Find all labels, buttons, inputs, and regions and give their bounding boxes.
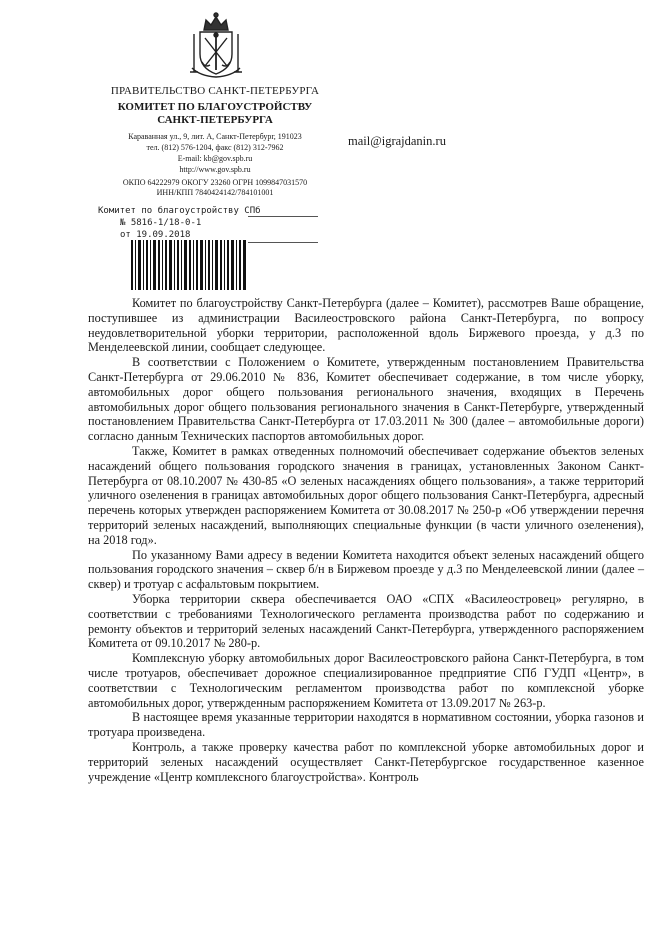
stamp-date: от 19.09.2018 bbox=[120, 230, 191, 240]
paragraph: Комитет по благоустройству Санкт-Петербурга (далее – Комитет), рассмотрев Ваше обращение, поступившее из администрации Василеостровского района Санкт-Петербурга, по вопросу неудовлетворительной уборки территории, расположенной вдоль Биржевого проезда, у д.3 по Менделеевской линии, сообщает следующее. bbox=[88, 296, 644, 355]
registration-stamp bbox=[98, 205, 261, 241]
government-title: ПРАВИТЕЛЬСТВО САНКТ-ПЕТЕРБУРГА bbox=[110, 85, 320, 97]
registration-codes bbox=[92, 178, 338, 198]
paragraph: В соответствии с Положением о Комитете, утвержденным постановлением Правительства Санкт-Петербурга от 29.06.2010 № 836, Комитет обеспечивает содержание, в том числе уборку, автомобильных дорог общего пользования регионального значения, входящих в Перечень автомобильных дорог общего пользования регионального значения в Санкт-Петербурге, утвержденный постановлением Правительства Санкт-Петербурга от 17.03.2011 № 300 (далее – автомобильные дороги) согласно данным Технических паспортов автомобильных дорог. bbox=[88, 355, 644, 444]
committee-title-line2: САНКТ-ПЕТЕРБУРГА bbox=[157, 114, 273, 126]
letter-body bbox=[88, 296, 644, 784]
email-line: E-mail: kb@gov.spb.ru bbox=[177, 154, 253, 163]
divider-line bbox=[248, 242, 318, 243]
recipient-email: mail@igrajdanin.ru bbox=[348, 134, 446, 148]
codes-line-2: ИНН/КПП 7840424142/784101001 bbox=[156, 188, 274, 197]
codes-line-1: ОКПО 64222979 ОКОГУ 23260 ОГРН 1099847031570 bbox=[122, 178, 308, 187]
committee-title-line1: КОМИТЕТ ПО БЛАГОУСТРОЙСТВУ bbox=[117, 101, 313, 113]
stamp-number: № 5816-1/18-0-1 bbox=[120, 218, 202, 228]
paragraph: Контроль, а также проверку качества работ по комплексной уборке автомобильных дорог и территорий зеленых насаждений осуществляет Санкт-Петербургское государственное казенное учреждение «Центр комплексного благоустройства». Контроль bbox=[88, 739, 644, 784]
divider-line bbox=[248, 216, 318, 217]
paragraph: Комплексную уборку автомобильных дорог Василеостровского района Санкт-Петербурга, в том числе тротуаров, обеспечивает дорожное специализированное предприятие СПб ГУДП «Центр», в соответствии с Технологическим регламентом производства работ по комплексной уборке автомобильных дорог, утвержденным распоряжением Комитета от 13.09.2017 № 263-р. bbox=[88, 651, 644, 710]
paragraph: По указанному Вами адресу в ведении Комитета находится объект зеленых насаждений общего пользования городского значения – сквер б/н в Биржевом проезде у д.3 по Менделеевской линии (далее – сквер) и тротуар с асфальтовым покрытием. bbox=[88, 547, 644, 592]
paragraph: В настоящее время указанные территории находятся в нормативном состоянии, уборка газонов и тротуара произведена. bbox=[88, 710, 644, 740]
barcode-icon bbox=[130, 240, 248, 290]
paragraph: Также, Комитет в рамках отведенных полномочий обеспечивает содержание объектов зеленых насаждений общего пользования городского значения в границах, установленных Законом Санкт-Петербурга от 08.10.2007 № 430-85 «О зеленых насаждениях общего пользования», а также территорий уличного озеленения в границах автомобильных дорог общего пользования Санкт-Петербурга, адресный перечень которых утвержден распоряжением Комитета от 30.08.2017 № 250-р «Об утверждении перечня территорий зеленых насаждений, выполняющих специальные функции (в части уличного озеленения), на 2018 год». bbox=[88, 443, 644, 547]
saint-petersburg-coat-of-arms-icon bbox=[180, 10, 252, 82]
paragraph: Уборка территории сквера обеспечивается ОАО «СПХ «Василеостровец» регулярно, в соответствии с требованиями Технологического регламента производства работ по содержанию и ремонту объектов и территорий зеленых насаждений Санкт-Петербурга, утвержденного распоряжением Комитета от 09.10.2017 № 280-р. bbox=[88, 591, 644, 651]
website-line: http://www.gov.spb.ru bbox=[179, 165, 251, 174]
committee-title bbox=[110, 101, 320, 127]
address-line: Караванная ул., 9, лит. А, Санкт-Петербург, 191023 bbox=[128, 132, 302, 141]
stamp-organization: Комитет по благоустройству СПб bbox=[98, 206, 261, 216]
phone-line: тел. (812) 576-1204, факс (812) 312-7962 bbox=[146, 143, 284, 152]
committee-contacts bbox=[100, 131, 330, 175]
